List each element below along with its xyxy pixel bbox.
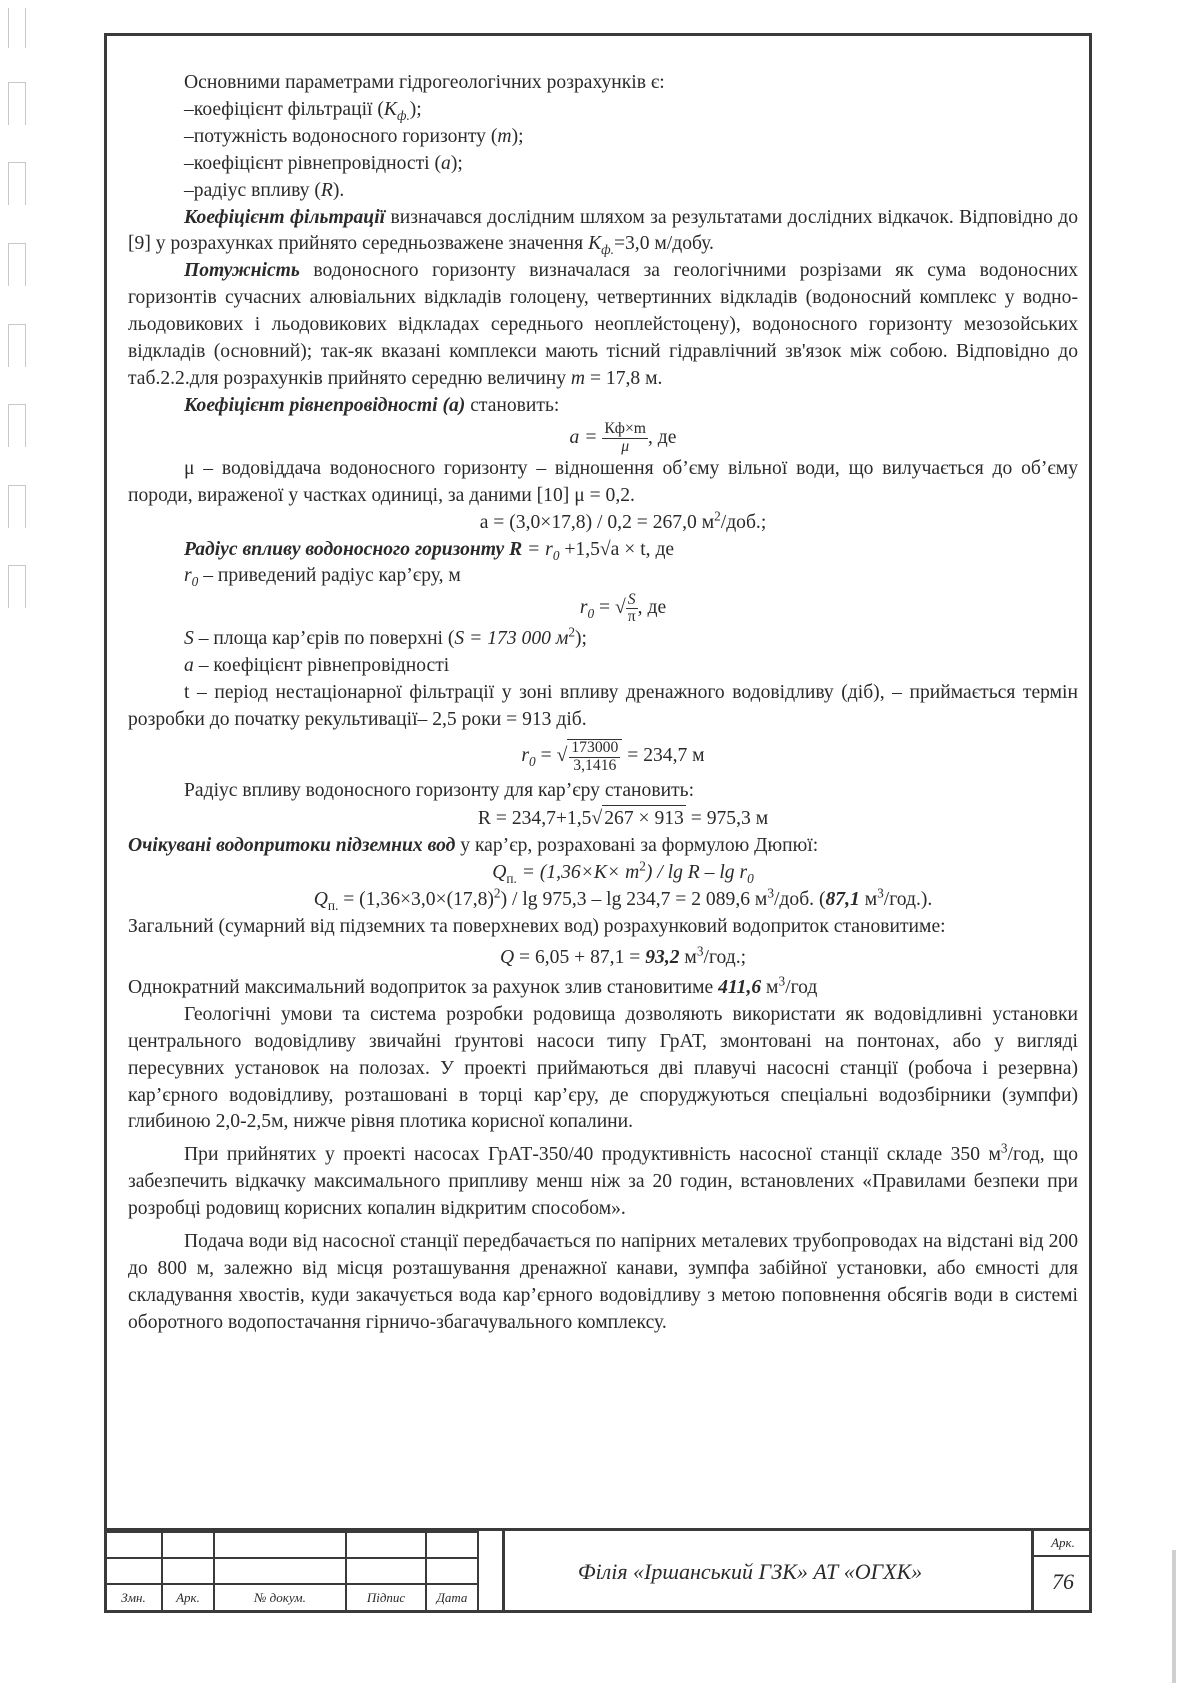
r0-formula: $r_0$ = √ $\frac{S}{\pi}$ , де [579,590,667,626]
s-definition: S – площа кар’єрів по поверхні (S = 173 000 $м^2$); [184,624,587,650]
organization-name: Філія «Іршанський ГЗК» АТ «ОГХК» [502,1531,995,1613]
water-supply-paragraph: Подача води від насосної станції передбачається по напірних металевих трубопроводах на відстані від 200 до 800 м, залежно від місця розташування дренажної канави, зумпфа забійної установки, або ємності для складування хвостів, куди закачується вода кар’єрного водовідливу з метою поповнення обсягів води в системі оборотного водопостачання гірничо-збагачувального комплексу. [128,1231,1078,1333]
column-sheet: Арк. [162,1584,214,1612]
filtration-paragraph: Коефіцієнт фільтрації визначався дослідним шляхом за результатами дослідних відкачок. Відповідно до [9] у розрахунках прийнято середньозважене значення $K_{ф.}=3,0$ м/добу. [128,206,1079,258]
mu-definition: μ – водовіддача водоносного горизонту – відношення об’єму вільної води, що вилучається до об’єму породи, вираженої у частках одиниці, за даними [10] μ = 0,2. [128,457,1078,506]
param-item: –радіус впливу (R). [184,179,345,201]
column-signature: Підпис [346,1584,426,1612]
radius-heading: Радіус впливу водоносного горизонту $R = r_0 +1,5√a \times t$, де [184,538,675,563]
inflow-heading: Очікувані водопритоки підземних вод у кар’єр, розраховані за формулою Дюпюї: [128,835,819,857]
param-item: –коефіцієнт рівнепровідності (a); [184,152,463,174]
column-change: Змн. [105,1584,162,1612]
a-definition: a – коефіцієнт рівнепровідності [184,655,450,677]
t-definition: t – період нестаціонарної фільтрації у зоні впливу дренажного водовідливу (діб), – приймається термін розробки до початку рекультивації– 2,5 роки = 913 діб. [128,682,1078,731]
column-doc-number: № докум. [214,1584,346,1612]
geology-paragraph: Геологічні умови та система розробки родовища дозволяють використати як водовідливні установки центрального водовідливу звичайні ґрунтові насоси типу ГрАТ, змонтовані на понтонах, або у вигляді пересувних установок на полозах. У проекті приймаються дві плавучі насосні станції (робоча і резервна) кар’єрного водовідливу, розташовані в торці кар’єру, де споруджуються спеціальні водозбірники (зумпфи) глибиною 2,0-2,5м, нижче рівня плотика корисної копалини. [128,1003,1078,1133]
page-number: 76 [1052,1569,1074,1594]
sheet-box [1031,1531,1092,1613]
binding-mark [8,243,26,286]
title-block [104,1528,1092,1616]
radius-intro: Радіус впливу водоносного горизонту для кар’єру становить: [184,780,695,802]
intro-line: Основними параметрами гідрогеологічних розрахунків є: [184,72,665,93]
pump-paragraph: При прийнятих у проекті насосах ГрАТ-350/40 продуктивність насосної станції складе 350 $м^3$/год, що забезпечить відкачку максимального припливу менш ніж за 20 годин, встановлених «Правилами безпеки при розробці родовищ корисних копалин відкритим способом». [128,1140,1078,1220]
binding-mark [8,324,26,367]
a-calculation: a = (3,0×17,8) / 0,2 = 267,0 $м^2$/доб.; [479,508,767,533]
revision-table [104,1531,479,1613]
max-inflow-line: Однократний максимальний водоприток за рахунок злив становитиме 411,6 $м^3$/год [128,973,818,998]
inflow-calculation: $Q_{п.} = (1,36\times 3,0\times(17,8)^2) / \lg 975,3 - \lg 234,7 = 2$ 089,6 $м^3$/доб. (87,1 $м^3/год$.). [313,885,933,913]
r0-calculation: $r_0$ = √ $\frac{173000}{3,1416}$ = 234,7 м [521,739,705,774]
document-body [128,70,1078,1337]
binding-mark [8,82,26,125]
param-item: –коефіцієнт фільтрації $(K_{ф.})$; [184,98,422,123]
param-item: –потужність водоносного горизонту (m); [184,125,524,147]
binding-mark [8,485,26,528]
column-date: Дата [426,1584,478,1612]
scan-edge [1172,1550,1176,1683]
binding-mark [8,404,26,447]
a-formula: a = $\frac{Кф\times m}{\mu}$ , де [569,420,677,455]
binding-mark [8,565,26,608]
total-inflow-intro: Загальний (сумарний від підземних та поверхневих вод) розрахунковий водоприток становитиме: [128,915,946,937]
diffusivity-heading: Коефіцієнт рівнепровідності (а) становить: [184,394,560,416]
binding-mark [8,8,26,48]
dupuit-formula: $Q_{п.} = (1,36\times K\times m^2) / \lg R - \lg r_0$ [492,858,754,887]
binding-mark [8,162,26,205]
r0-definition: $r_0$ – приведений радіус кар’єру, м [184,565,461,590]
thickness-paragraph: Потужність водоносного горизонту визначалася за геологічними розрізами як сума водоносних горизонтів сучасних алювіальних відкладів голоцену, четвертинних відкладів (водоносний комплекс у водно-льодовикових і льодовикових відкладах середнього неоплейстоцену), водоносного горизонту мезозойських відкладів (основний); так-як вказані комплекси мають тісний гідравлічний зв'язок між собою. Відповідно до таб.2.2.для розрахунків прийнято середню величину m = 17,8 м. [128,260,1078,389]
sheet-label: Арк. [1034,1531,1092,1557]
radius-calculation: R = 234,7+1,5√ 267 × 913 = 975,3 м [128,805,1078,833]
total-inflow-calculation: Q = 6,05 + 87,1 = 93,2 $м^3$/год.; [499,943,747,968]
